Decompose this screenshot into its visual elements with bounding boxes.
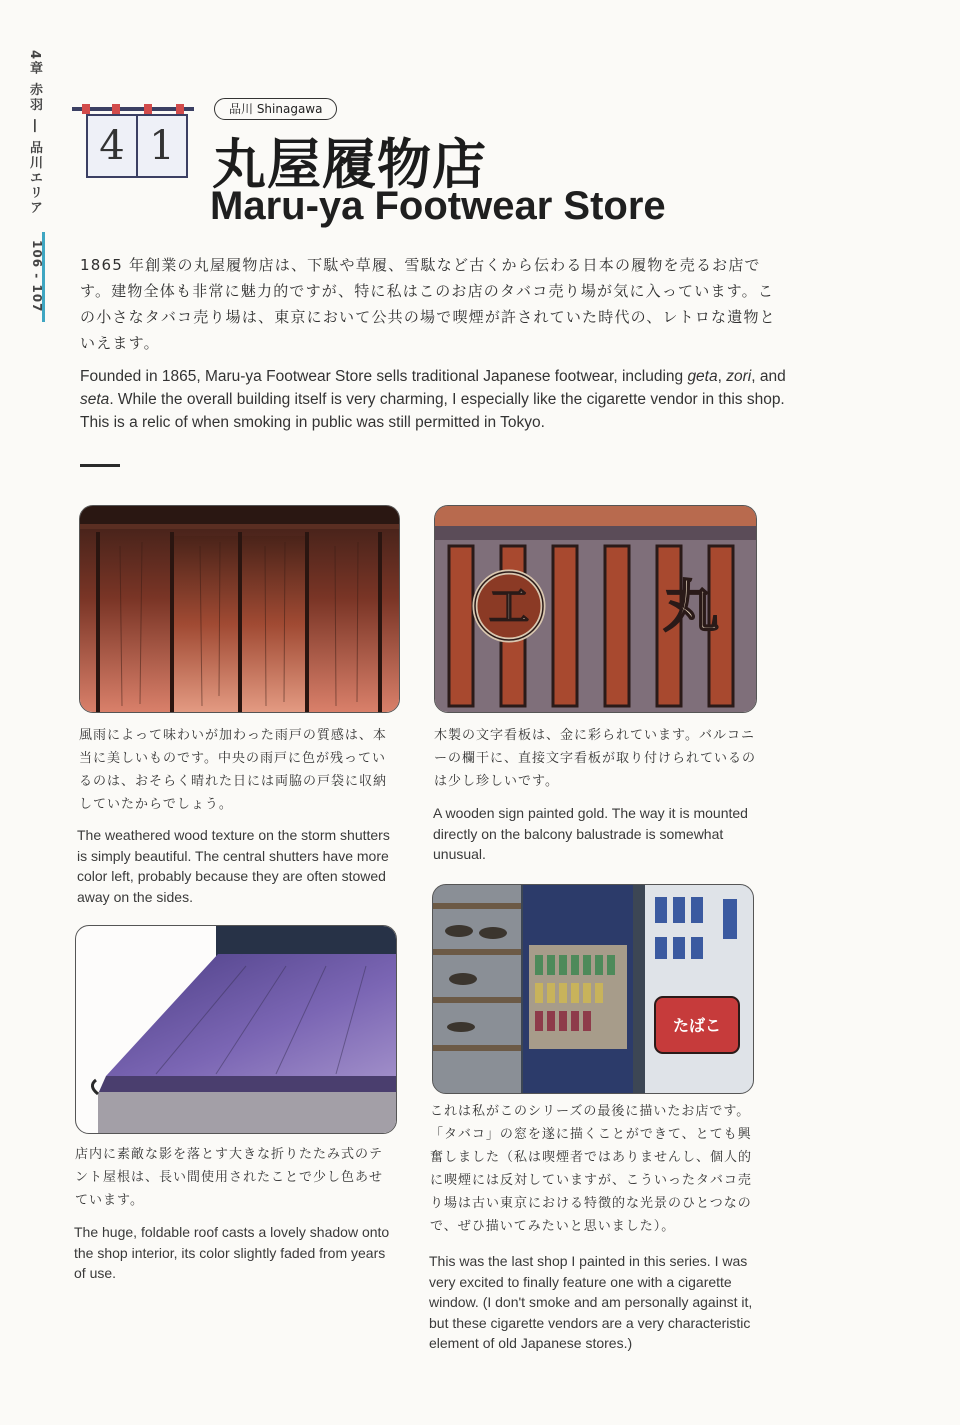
intro-en-seta: seta: [80, 391, 110, 408]
caption-sign-jp: 木製の文字看板は、金に彩られています。バルコニーの欄干に、直接文字看板が取り付けられているのは少し珍しいです。: [434, 728, 757, 789]
chapter-running-header: 4章 赤羽 ― 品川エリア: [27, 50, 42, 216]
caption-sign-en: A wooden sign painted gold. The way it is mounted directly on the balcony balustrade is somewhat unusual.: [433, 805, 748, 862]
section-divider: [80, 464, 120, 467]
page-title-en: Maru-ya Footwear Store: [210, 184, 666, 228]
entry-number-digit-1: 4: [86, 114, 138, 178]
intro-en-comma: ,: [717, 368, 727, 385]
illustration-wooden-sign: [434, 505, 757, 713]
tabako-sign-text: たばこ: [672, 1016, 722, 1035]
caption-roof-en: The huge, foldable roof casts a lovely shadow onto the shop interior, its color slightly faded from years of use.: [74, 1224, 390, 1281]
intro-en-text-1: Founded in 1865, Maru-ya Footwear Store sells traditional Japanese footwear, including: [80, 368, 688, 385]
caption-window-jp: これは私がこのシリーズの最後に描いたお店です。「タバコ」の窓を遂に描くことができて、とても興奮しました（私は喫煙者ではありませんし、個人的に喫煙には反対していますが、こういったタバコ売り場は古い東京における特徴的な光景のひとつなので、ぜひ描いてみたいと思いました）。: [430, 1104, 753, 1234]
page-title-jp: 丸屋履物店: [212, 133, 487, 196]
caption-shutters-jp: 風雨によって味わいが加わった雨戸の質感は、本当に美しいものです。中央の雨戸に色が残っているのは、おそらく晴れた日には両脇の戸袋に収納していたからでしょう。: [79, 728, 388, 812]
intro-en-zori: zori: [726, 368, 752, 385]
sign-right-character: 丸: [663, 575, 719, 640]
caption-shutters-en: The weathered wood texture on the storm shutters is simply beautiful. The central shutters have more color left, probably because they are often stowed away on the sides.: [77, 827, 390, 905]
intro-text-en: [80, 365, 786, 434]
sign-rail-icon: [72, 104, 194, 114]
intro-text-jp: 1865 年創業の丸屋履物店は、下駄や草履、雪駄など古くから伝わる日本の履物を売るお店です。建物全体も非常に魅力的ですが、特に私はこのお店のタバコ売り場が気に入っています。この小さなタバコ売り場は、東京において公共の場で喫煙が許されていた時代の、レトロな遺物といえます。: [80, 256, 776, 352]
entry-number-sign: [72, 100, 194, 186]
caption-roof-jp: 店内に素敵な影を落とす大きな折りたたみ式のテント屋根は、長い間使用されたことで少し色あせています。: [75, 1147, 384, 1208]
shutters-painting-icon: [80, 506, 399, 712]
sign-left-character: 工: [489, 584, 529, 630]
caption-window-en: This was the last shop I painted in this series. I was very excited to finally feature one with a cigarette window. (I don't smoke and am personally against it, but these cigarette vendors are a very characteristic element of old Japanese stores.): [429, 1253, 753, 1351]
illustration-folding-roof: [75, 925, 397, 1134]
sign-painting-icon: [435, 506, 756, 712]
window-painting-icon: [433, 885, 753, 1093]
intro-en-text-2: . While the overall building itself is very charming, I especially like the cigarette vendor in this shop. This is a relic of when smoking in public was still permitted in Tokyo.: [80, 391, 785, 431]
intro-en-geta: geta: [687, 368, 718, 385]
illustration-cigarette-window: [432, 884, 754, 1094]
entry-number-digit-2: 1: [136, 114, 188, 178]
illustration-storm-shutters: [79, 505, 400, 713]
intro-en-and: , and: [751, 368, 786, 385]
page-numbers: 106 - 107: [30, 240, 44, 313]
area-tag: 品川 Shinagawa: [214, 98, 337, 120]
roof-painting-icon: [76, 926, 396, 1133]
